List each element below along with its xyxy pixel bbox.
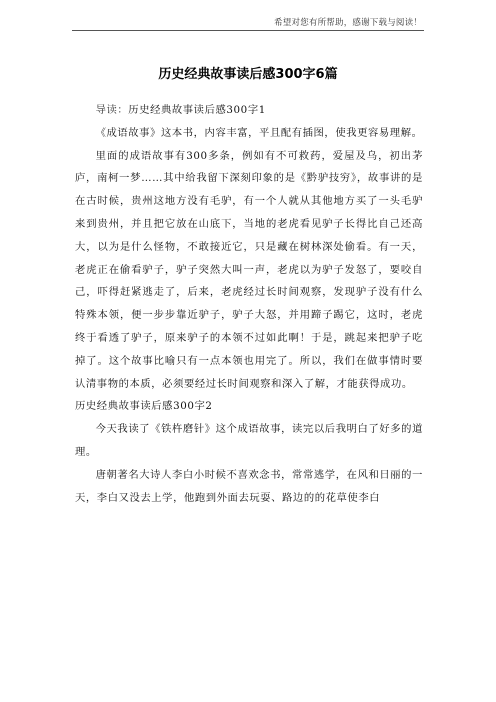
paragraph: 《成语故事》这本书，内容丰富，平且配有插图，使我更容易理解。	[95, 126, 423, 139]
document-body	[75, 99, 423, 509]
lead-label: 导读：	[95, 104, 129, 116]
document-title: 历史经典故事读后感300字6篇	[158, 67, 338, 82]
header-divider	[72, 30, 424, 31]
paragraph: 今天我读了《铁杵磨针》这个成语故事，读完以后我明白了好多的道理。	[75, 423, 423, 458]
lead-text: 历史经典故事读后感300字1	[128, 104, 266, 116]
header-note: 希望对您有所帮助，感谢下载与阅读！	[274, 18, 422, 28]
paragraph: 唐朝著名大诗人李白小时候不喜欢念书，常常逃学，在风和日丽的一天，李白又没去上学，他跑到外面去玩耍、路边的的花草使李白	[75, 468, 423, 504]
paragraph: 里面的成语故事有300多条，例如有不可救药，爱屋及乌，初出茅庐，南柯一梦……其中给我留下深刻印象的是《黔驴技穷》，故事讲的是在古时候，贵州这地方没有毛驴，有一个人就从其他地方买了一头毛驴来到贵州，并且把它放在山底下，当地的老虎看见驴子长得比自己还高大，以为是什么怪物，不敢接近它，只是藏在树林深处偷看。有一天，老虎正在偷看驴子，驴子突然大叫一声，老虎以为驴子发怒了，要咬自己，吓得赶紧逃走了，后来，老虎经过长时间观察，发现驴子没有什么特殊本领，便一步步靠近驴子，驴子大怒，并用蹄子踢它，这时，老虎终于看透了驴子，原来驴子的本领不过如此啊！于是，跳起来把驴子吃掉了。这个故事比喻只有一点本领也用完了。所以，我们在做事情时要认清事物的本质，必须要经过长时间观察和深入了解，才能获得成功。	[75, 149, 423, 390]
lead-line	[75, 99, 423, 122]
section-heading: 历史经典故事读后感300字2	[75, 400, 213, 413]
